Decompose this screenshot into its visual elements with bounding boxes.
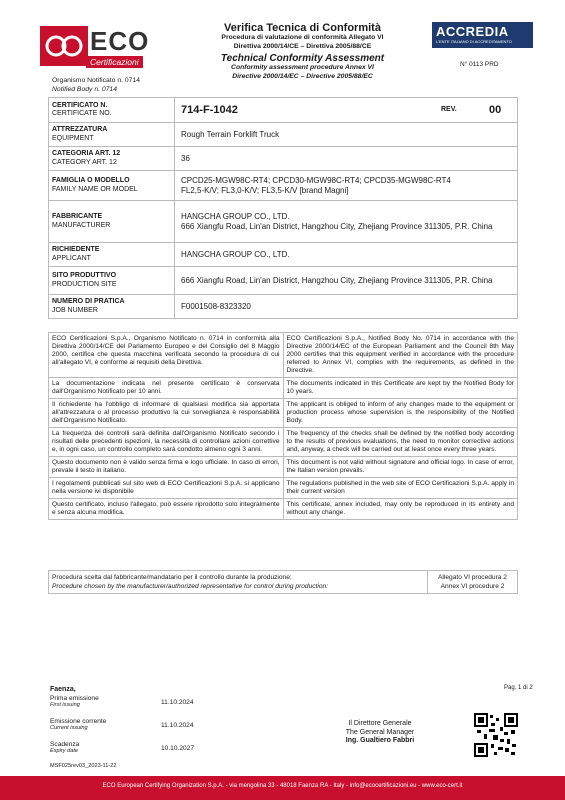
clause-it: La documentazione indicata nel presente certificato è conservata dall'Organismo Notificato per 10 anni. — [49, 378, 284, 399]
footer-bar: ECO European Certifying Organization S.p.A. - via mengolina 33 - 48018 Faenza RA - Italy - info@ecocertificazioni.eu - www.eco-cert.it — [0, 776, 565, 800]
issue-dates — [50, 695, 195, 764]
procedure-value-en: Annex VI procedure 2 — [440, 583, 505, 590]
clause-it: I regolamenti pubblicati sul sito web di ECO Certificazioni S.p.A. si applicano nella versione ivi disponibile — [49, 478, 284, 499]
signer-name: Ing. Gualtiero Fabbri — [345, 737, 415, 744]
clause-it: La frequenza dei controlli sarà definita dall'Organismo Notificato secondo i risultati delle precedenti ispezioni, la necessità di controllare azioni correttive e, in ogni caso, un controllo completo sarà condotto almeno ogni 3 anni. — [49, 428, 284, 457]
clause-it: Questo documento non è valido senza firma e logo ufficiale. In caso di errori, prevale il testo in italiano. — [49, 457, 284, 478]
sub-it-1: Procedura di valutazione di conformità Allegato VI — [221, 34, 384, 41]
logo-brand: ECO — [90, 26, 150, 56]
row-equipment — [49, 123, 518, 147]
row-certificate — [49, 98, 518, 123]
expiry-date: 10.10.2027 — [161, 745, 195, 752]
clause-row — [49, 399, 518, 428]
category-value: 36 — [175, 147, 518, 171]
row-applicant — [49, 243, 518, 267]
procedure-value-it: Allegato VI procedura 2 — [438, 574, 507, 581]
clause-it: ECO Certificazioni S.p.A., Organismo Notificato n. 0714 in conformità alla Direttiva 2000/14/CE del Parlamento Europeo e del Consiglio del 8 Maggio 2000, certifica che questa macchina verificata secondo la procedura di cui all'allegato VI, è conforme ai requisiti della Direttiva. — [49, 333, 284, 378]
clause-en: The documents indicated in this Certificate are kept by the Notified Body for 10 years. — [283, 378, 518, 399]
app-label-it: RICHIEDENTE — [52, 246, 100, 253]
org-it: Organismo Notificato n. 0714 — [52, 77, 141, 84]
cert-label-it: CERTIFICATO N. — [52, 101, 108, 109]
clause-row — [49, 457, 518, 478]
equip-label-en: EQUIPMENT — [52, 134, 94, 142]
man-label-en: MANUFACTURER — [52, 221, 111, 229]
app-label-en: APPLICANT — [52, 254, 91, 262]
job-label-it: NUMERO DI PRATICA — [52, 298, 125, 305]
row-category — [49, 147, 518, 171]
family-value-1: CPCD25-MGW98C-RT4; CPCD30-MGW98C-RT4; CPCD35-MGW98C-RT4 — [181, 175, 451, 185]
clause-row — [49, 333, 518, 378]
logo-sub: Certificazioni — [86, 56, 143, 68]
title-it: Verifica Tecnica di Conformità — [224, 22, 381, 34]
row-family — [49, 171, 518, 201]
notified-body — [52, 76, 140, 94]
production-site-value: 666 Xiangfu Road, Lin'an District, Hangzhou City, Zhejiang Province 311305, P.R. China — [175, 267, 518, 295]
clause-row — [49, 478, 518, 499]
row-manufacturer — [49, 201, 518, 243]
expiry — [50, 741, 195, 764]
clause-row — [49, 499, 518, 520]
site-label-en: PRODUCTION SITE — [52, 280, 117, 288]
clause-it: Questo certificato, incluso l'allegato, può essere riprodotto solo integralmente e senza alcuna modifica. — [49, 499, 284, 520]
site-label-it: SITO PRODUTTIVO — [52, 272, 117, 279]
clause-row — [49, 428, 518, 457]
fam-label-en: FAMILY NAME OR MODEL — [52, 185, 138, 193]
manufacturer-address: 666 Xiangfu Road, Lin'an District, Hangzhou City, Zhejiang Province 311305, P.R. China — [181, 221, 493, 231]
current-issuing-it: Emissione corrente — [50, 718, 107, 725]
procedure-en: Procedure chosen by the manufacturer/authorized representative for control during production: — [52, 583, 328, 590]
sub-en-1: Conformity assessment procedure Annex VI — [231, 64, 374, 71]
rev-label: REV. — [441, 106, 457, 113]
clause-en: This certificate, annex included, may only be reproduced in its entirety and without any change. — [283, 499, 518, 520]
document-header — [190, 22, 415, 81]
cert-label-en: CERTIFICATE NO. — [52, 110, 112, 117]
sign-title-en: The General Manager — [345, 728, 415, 736]
applicant-value: HANGCHA GROUP CO., LTD. — [175, 243, 518, 267]
current-issuing-en: Current issuing — [50, 725, 88, 731]
man-label-it: FABBRICANTE — [52, 213, 103, 220]
cat-label-it: CATEGORIA ART. 12 — [52, 150, 121, 157]
accredia-tag: L'ENTE ITALIANO DI ACCREDITAMENTO — [436, 39, 512, 44]
procedure-it: Procedura scelta dal fabbricante/mandatario per il controllo durante la produzione: — [52, 574, 292, 581]
manufacturer-name: HANGCHA GROUP CO., LTD. — [181, 211, 290, 221]
job-label-en: JOB NUMBER — [52, 306, 98, 314]
rev-value: 00 — [489, 104, 502, 116]
procedure-table — [48, 570, 518, 594]
fam-label-it: FAMIGLIA O MODELLO — [52, 177, 130, 184]
certificate-info-table — [48, 97, 518, 319]
current-issuing-date: 11.10.2024 — [161, 722, 194, 729]
clause-en: The applicant is obliged to inform of any changes made to the equipment or production process whose supervision is the responsibility of the Notified Body. — [283, 399, 518, 428]
row-production-site — [49, 267, 518, 295]
qr-code-icon — [474, 713, 518, 757]
family-value-2: FL2,5-K/V; FL3,0-K/V; FL3,5-K/V [brand Magni] — [181, 185, 349, 195]
first-issuing-en: First issuing — [50, 702, 80, 708]
clause-en: The regulations published in the web site of ECO Certificazioni S.p.A. apply in their current version — [283, 478, 518, 499]
eco-logo — [40, 26, 170, 68]
expiry-en: Expiry date — [50, 748, 78, 754]
equipment-value: Rough Terrain Forklift Truck — [175, 123, 518, 147]
document-reference: MSF025rev03_2023-11-22 — [50, 763, 117, 769]
accredia-name: ACCREDIA — [436, 24, 509, 39]
accreditation-number: N° 0113 PRD — [460, 61, 499, 68]
first-issuing-date: 11.10.2024 — [161, 699, 194, 706]
clause-row — [49, 378, 518, 399]
clause-it: Il richiedente ha l'obbligo di informare di qualsiasi modifica sia apportata all'attrezzatura o al processo produttivo la cui sorveglianza è responsabilità dell'Organismo Notificato. — [49, 399, 284, 428]
clause-en: ECO Certificazioni S.p.A., Notified Body No. 0714 in accordance with the Directive 2000/14/EC of the European Parliament and the Council 8th May 2000 certifies that this equipment verified in accordance with the procedure referred to Annex VI, complies with the requirements, as defined in the Directive. — [283, 333, 518, 378]
sign-title-it: Il Direttore Generale — [348, 720, 412, 727]
clause-en: This document is not valid without signature and official logo. In case of error, the Italian version prevails. — [283, 457, 518, 478]
clauses-table — [48, 332, 518, 520]
page-number: Pag. 1 di 2 — [504, 685, 533, 691]
equip-label-it: ATTREZZATURA — [52, 126, 108, 133]
cat-label-en: CATEGORY ART. 12 — [52, 158, 117, 166]
sub-en-2: Directive 2000/14/EC – Directive 2005/88/EC — [232, 72, 373, 80]
clause-en: The frequency of the checks shall be defined by the notified body according to the results of previous evaluations, the need to monitor corrective actions and, anyway, a check will be carried out at least once every three years. — [283, 428, 518, 457]
accredia-logo — [432, 22, 533, 48]
job-number-value: F0001508-8323320 — [175, 295, 518, 319]
org-en: Notified Body n. 0714 — [52, 86, 117, 93]
current-issuing — [50, 718, 194, 741]
title-en: Technical Conformity Assessment — [220, 53, 385, 64]
issue-place: Faenza, — [50, 686, 76, 693]
row-job-number — [49, 295, 518, 319]
expiry-it: Scadenza — [50, 741, 80, 748]
logo-mark-icon — [40, 26, 88, 66]
first-issuing — [50, 695, 194, 718]
sub-it-2: Direttiva 2000/14/CE – Direttiva 2005/88/CE — [233, 42, 372, 50]
signature-block — [300, 720, 460, 746]
first-issuing-it: Prima emissione — [50, 695, 99, 702]
procedure-row — [49, 571, 518, 594]
certificate-number: 714-F-1042 — [181, 104, 238, 116]
